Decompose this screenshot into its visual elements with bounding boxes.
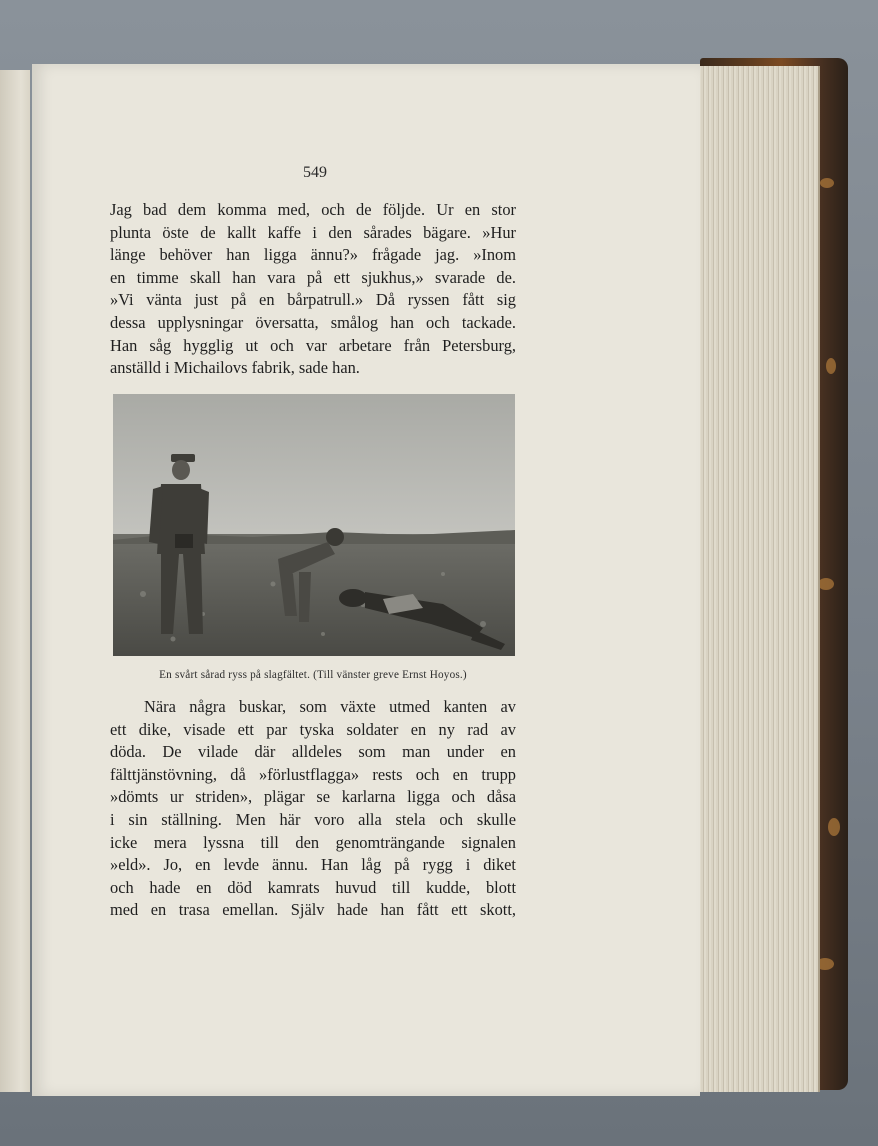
paragraph-2 [110, 696, 516, 922]
text-line: och hade en död kamrats huvud till kudde, blott [110, 877, 516, 897]
figure-caption: En svårt sårad ryss på slagfältet. (Till vänster greve Ernst Hoyos.) [159, 669, 467, 681]
text-line: Nära några buskar, som växte utmed kanten av [144, 697, 516, 716]
text-line: Han såg hygglig ut och var arbetare från Petersburg, [110, 335, 516, 355]
paragraph-1 [110, 199, 516, 380]
text-line: ett dike, visade ett par tyska soldater en ny rad av [110, 719, 516, 739]
text-line: icke mera lyssna till den genomträngande signalen [110, 832, 516, 852]
page-stack-edges [696, 66, 820, 1092]
text-line: plunta öste de kallt kaffe i den sårades bägare. »Hur [110, 222, 516, 242]
text-line: »eld». Jo, en levde ännu. Han låg på rygg i diket [110, 855, 516, 875]
text-line: en timme skall han vara på ett sjukhus,» svarade de. [110, 267, 516, 287]
text-line: med en trasa emellan. Själv hade han fått ett skott, [110, 900, 516, 920]
text-line: i sin ställning. Men här voro alla stela och skulle [110, 809, 516, 829]
left-page-edge [0, 70, 30, 1092]
text-line: fälttjänstövning, då »förlustflagga» rests och en trupp [110, 764, 516, 784]
text-line: Jag bad dem komma med, och de följde. Ur en stor [110, 200, 516, 219]
text-line: anställd i Michailovs fabrik, sade han. [110, 358, 360, 378]
text-line: dessa upplysningar översatta, smålog han och tackade. [110, 312, 516, 332]
text-line: döda. De vilade där alldeles som man under en [110, 742, 516, 762]
battlefield-photo [113, 394, 515, 656]
text-line: »dömts ur striden», plägar se karlarna ligga och dåsa [110, 787, 516, 807]
page-number: 549 [303, 164, 327, 181]
text-line: länge behöver han ligga ännu?» frågade jag. »Inom [110, 245, 516, 265]
text-line: »Vi vänta just på en bårpatrull.» Då ryssen fått sig [110, 290, 516, 310]
